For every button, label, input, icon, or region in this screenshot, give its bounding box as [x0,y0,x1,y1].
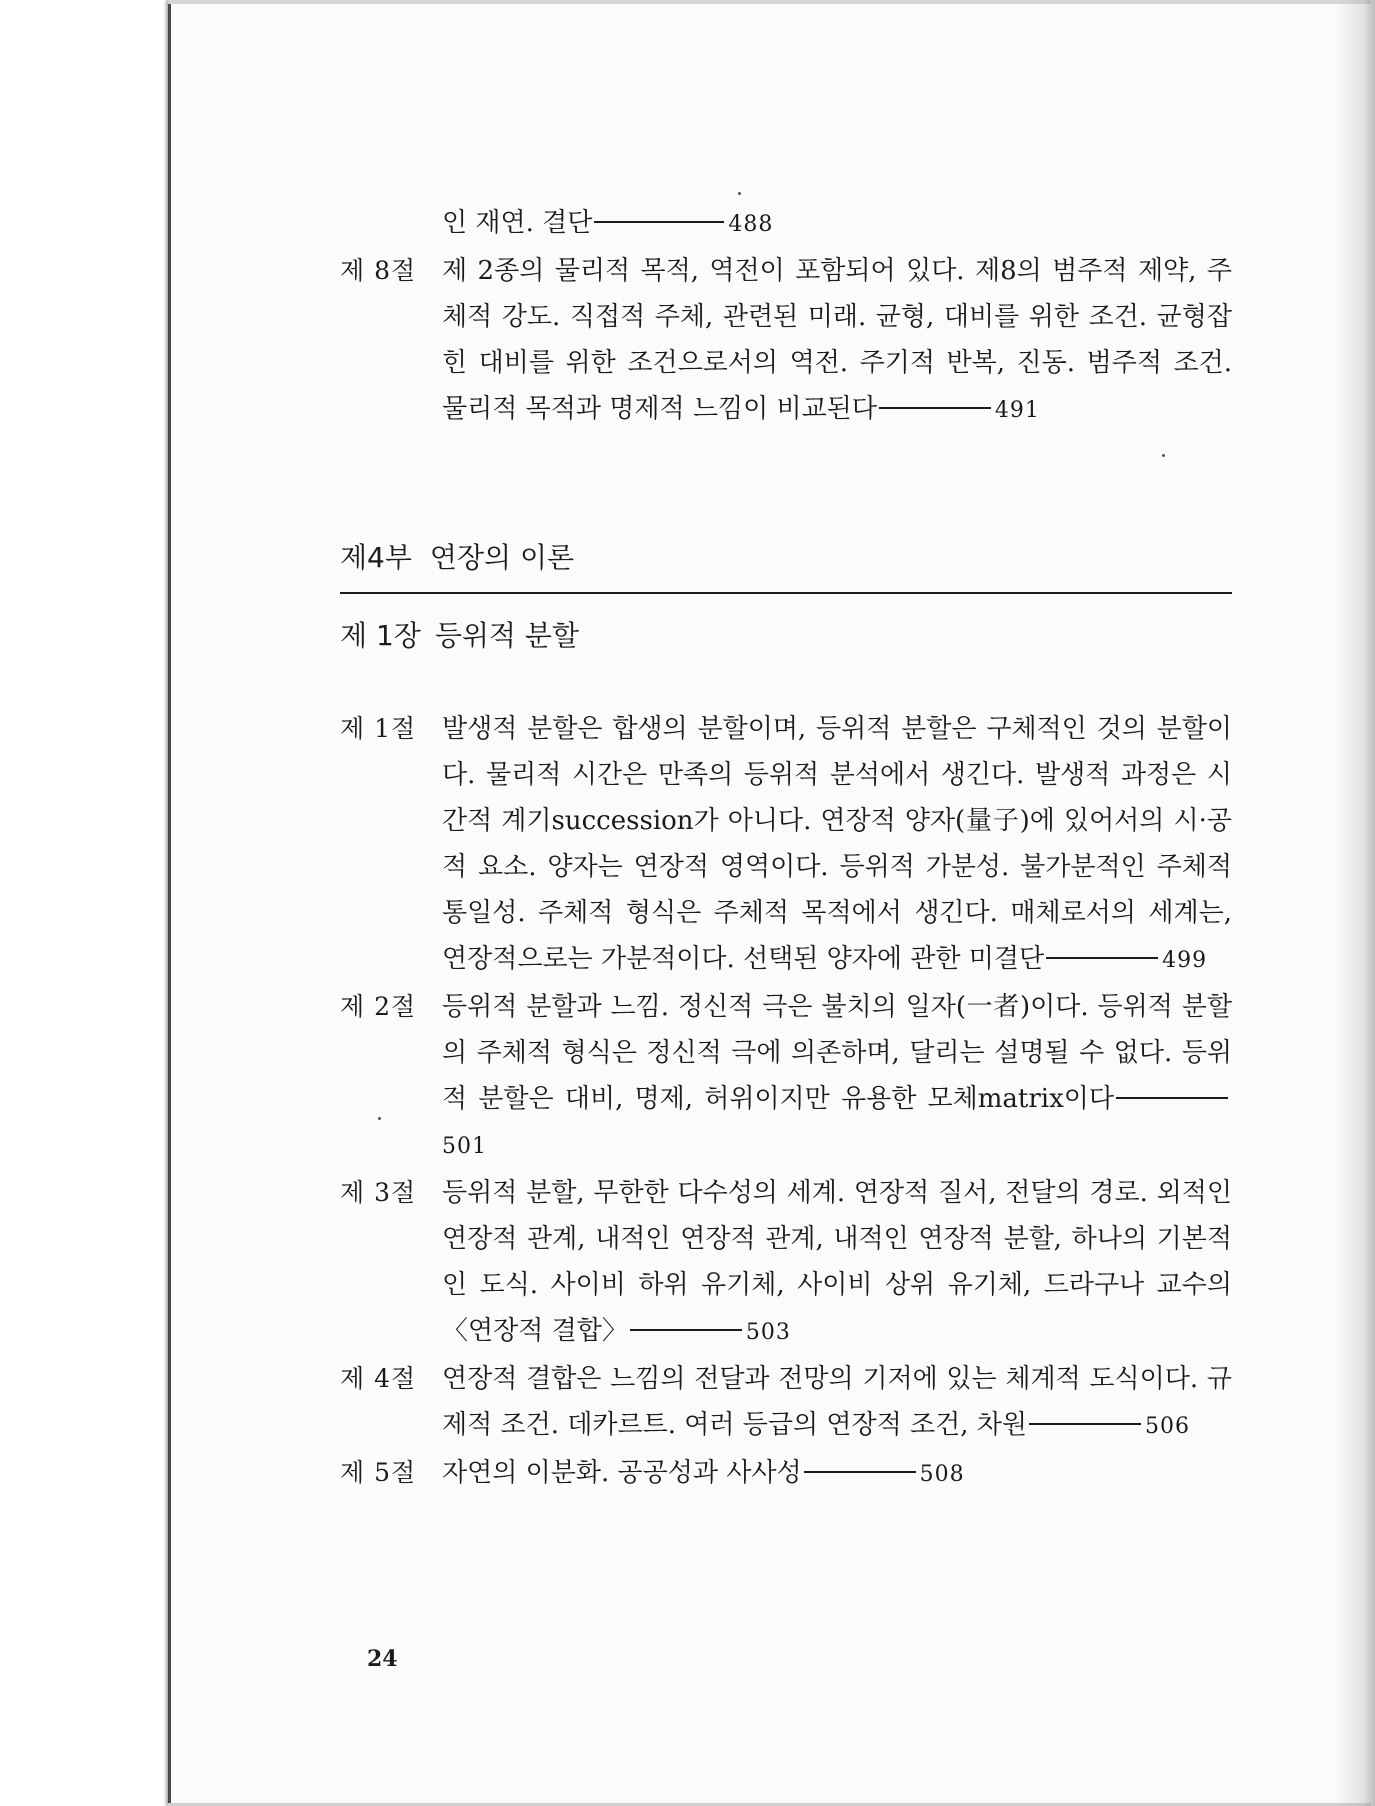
chapter-title: 등위적 분할 [434,619,579,652]
section-label: 제 1절 [340,714,417,743]
entry-text: 제 2종의 물리적 목적, 역전이 포함되어 있다. 제8의 범주적 제약, 주체적 강도. 직접적 주체, 관련된 미래. 균형, 대비를 위한 조건. 균형잡힌 대비를 위한 조건으로서의 역전. 주기적 반복, 진동. 범주적 조건. 물리적 목적과 명제적 느낌이 비교된다 [442,256,1232,424]
dot-leader [1029,1423,1141,1425]
toc-entry-section-8 [340,248,1232,434]
section-list [340,706,1232,1498]
page-number: 508 [919,1462,965,1487]
chapter-heading [340,616,1232,656]
page-number: 499 [1162,948,1208,973]
scan-background [0,0,168,1806]
toc-entry-continuation [340,200,1232,248]
page-top-edge [168,0,1371,4]
entry-text: 인 재연. 결단 [442,208,593,238]
toc-entry-section-2 [340,984,1232,1170]
entry-text: 등위적 분할, 무한한 다수성의 세계. 연장적 질서, 전달의 경로. 외적인 연장적 관계, 내적인 연장적 관계, 내적인 연장적 분할, 하나의 기본적인 도식. 사이비 하위 유기체, 사이비 상위 유기체, 드라구나 교수의 〈연장적 결합〉 [442,1178,1232,1346]
toc-entry-section-4 [340,1356,1232,1450]
table-of-contents [340,200,1232,1498]
page-right-shadow [1335,0,1375,1806]
page-number: 488 [728,212,774,237]
page-number: 491 [994,398,1040,423]
dot-leader [879,407,991,409]
entry-text: 자연의 이분화. 공공성과 사사성 [442,1458,802,1488]
section-label: 제 3절 [340,1178,417,1207]
dot-leader [1046,957,1158,959]
section-label: 제 5절 [340,1458,417,1487]
toc-entry-section-3 [340,1170,1232,1356]
toc-entry-section-1 [340,706,1232,984]
section-label: 제 4절 [340,1364,417,1393]
dot-leader [630,1329,742,1331]
part-title: 연장의 이론 [429,541,575,574]
section-label: 제 8절 [340,256,417,285]
dot-leader [594,221,724,223]
dot-leader [804,1471,916,1473]
dot-leader [1116,1097,1228,1099]
entry-text: 연장적 결합은 느낌의 전달과 전망의 기저에 있는 체계적 도식이다. 규제적 조건. 데카르트. 여러 등급의 연장적 조건, 차원 [442,1364,1232,1440]
toc-entry-section-5 [340,1450,1232,1498]
folio-page-number: 24 [367,1646,398,1672]
page-number: 506 [1144,1414,1190,1439]
chapter-number: 제 1장 [340,619,421,652]
part-heading [340,538,1232,594]
section-label: 제 2절 [340,992,417,1021]
part-number: 제4부 [340,541,412,574]
page-number: 501 [442,1134,487,1159]
page-number: 503 [745,1320,791,1345]
entry-text: 등위적 분할과 느낌. 정신적 극은 불치의 일자(一者)이다. 등위적 분할의 주체적 형식은 정신적 극에 의존하며, 달리는 설명될 수 없다. 등위적 분할은 대비, 명제, 허위이지만 유용한 모체matrix이다 [442,992,1232,1114]
entry-text: 발생적 분할은 합생의 분할이며, 등위적 분할은 구체적인 것의 분할이다. 물리적 시간은 만족의 등위적 분석에서 생긴다. 발생적 과정은 시간적 계기succession가 아니다. 연장적 양자(量子)에 있어서의 시·공적 요소. 양자는 연장적 영역이다. 등위적 가분성. 불가분적인 주체적 통일성. 주체적 형식은 주체적 목적에서 생긴다. 매체로서의 세계는, 연장적으로는 가분적이다. 선택된 양자에 관한 미결단 [442,714,1232,974]
scan-speck [738,192,741,195]
